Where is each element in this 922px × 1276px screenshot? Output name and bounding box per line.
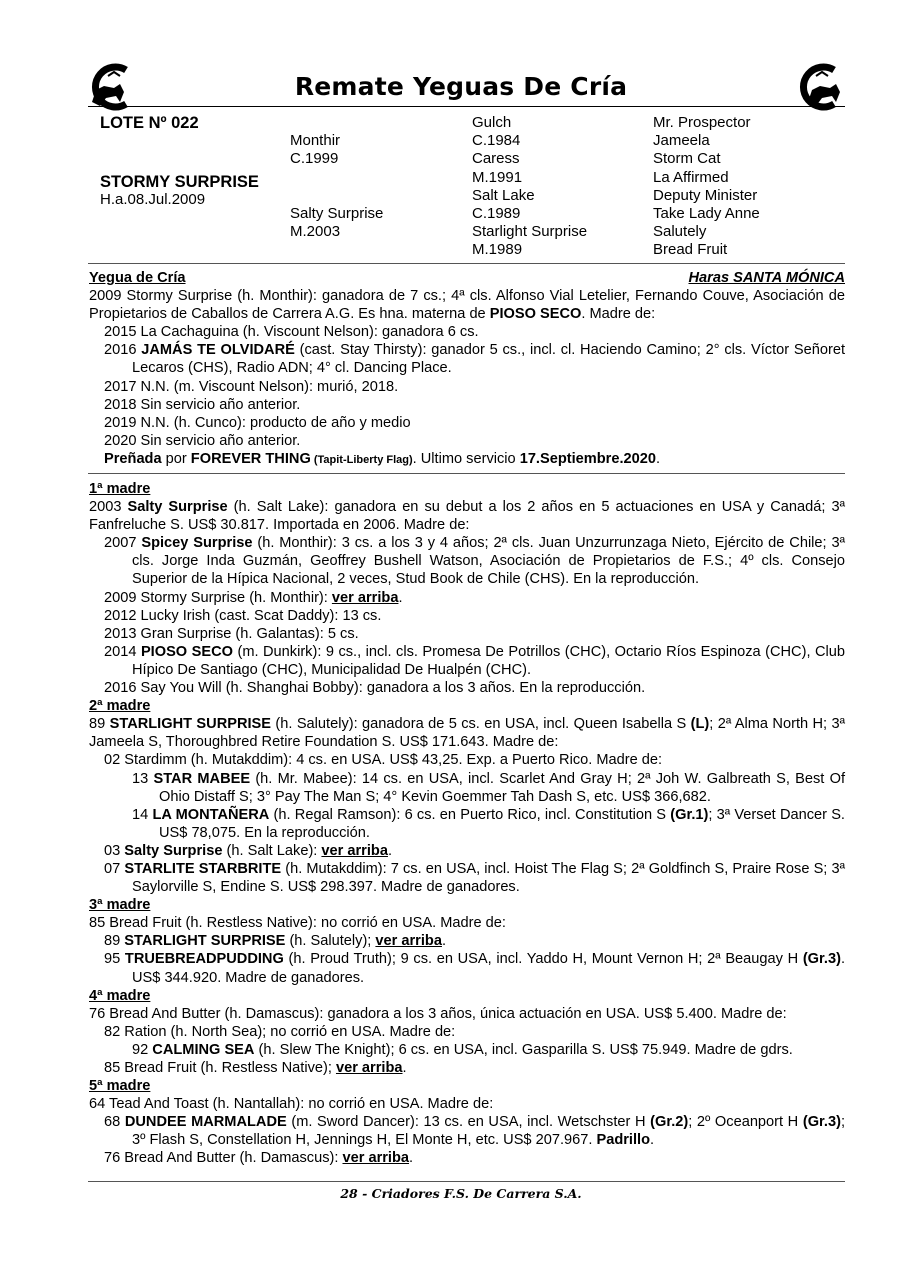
dam-3-title: 3ª madre [89, 897, 151, 914]
see-above-link: ver arriba [321, 842, 388, 859]
offspring-line: 03 Salty Surprise (h. Salt Lake): ver arriba. [104, 842, 393, 859]
offspring-line: 2016 JAMÁS TE OLVIDARÉ (cast. Stay Thirsty): ganador 5 cs., incl. cl. Haciendo Camino; 2° cls. Víctor Señoret Lecaros (CHS), Radio ADN; 4° cl. Dancing Place. [104, 342, 845, 377]
offspring-line: 2020 Sin servicio año anterior. [104, 432, 301, 449]
offspring-line: 2009 Stormy Surprise (h. Monthir): ver arriba. [104, 589, 403, 606]
offspring-line: 2017 N.N. (m. Viscount Nelson): murió, 2018. [104, 378, 399, 395]
offspring-line: 68 DUNDEE MARMALADE (m. Sword Dancer): 13 cs. en USA, incl. Wetschster H (Gr.2); 2º Oceanport H (Gr.3); 3º Flash S, Constellation H, Jennings H, El Monte H, etc. US$ 207.967. Padrillo. [104, 1114, 846, 1149]
broodmare-intro: 2009 Stormy Surprise (h. Monthir): ganadora de 7 cs.; 4ª cls. Alfonso Vial Letelier, Fernando Couve, Asociación de Propietarios de Caballos de Carrera A.G. Es hna. materna de PIOSO SECO. Madre de: [89, 288, 845, 323]
broodmare-section [89, 269, 845, 469]
sire-year: C.1999 [290, 150, 339, 168]
section-title: Yegua de Cría [89, 270, 186, 286]
see-above-link: ver arriba [331, 589, 399, 606]
pedigree-gen2: C.1989 [472, 204, 521, 222]
page-footer: 28 - Criadores F.S. De Carrera S.A. [340, 1186, 582, 1201]
offspring-line: 07 STARLITE STARBRITE (h. Mutakddim): 7 cs. en USA, incl. Hoist The Flag S; 2ª Goldfinch S, Praire Rose S; 3ª Saylorville S, Endine S. US$ 298.397. Madre de ganadores. [104, 860, 845, 896]
see-above-link: ver arriba [375, 933, 442, 950]
pedigree-gen3: Deputy Minister [653, 186, 758, 204]
offspring-line: 2018 Sin servicio año anterior. [104, 396, 301, 413]
offspring-line: 2019 N.N. (h. Cunco): producto de año y medio [104, 414, 411, 431]
dam-2-title: 2ª madre [89, 698, 151, 715]
offspring-line: 2007 Spicey Surprise (h. Monthir): 3 cs. a los 3 y 4 años; 2ª cls. Juan Unzurrunzaga Nieto, Ejército de Chile; 3ª cls. Jorge Inda Guzmán, Geoffrey Bushell Watson, Asociación de Propietarios de F.S.; 4º cls. Consejo Superior de la Hípica Nacional, 2 veces, Stud Book de Chile (CHS). En la reproducción. [104, 535, 845, 588]
pedigree-divider [88, 263, 845, 264]
offspring-line: 2016 Say You Will (h. Shanghai Bobby): ganadora a los 3 años. En la reproducción. [104, 680, 646, 697]
offspring-line: 95 TRUEBREADPUDDING (h. Proud Truth); 9 cs. en USA, incl. Yaddo H, Mount Vernon H; 2ª Beaugay H (Gr.3). US$ 344.920. Madre de ganadores. [104, 951, 845, 986]
section-divider [88, 473, 845, 474]
pedigree-gen2: M.1989 [472, 241, 523, 259]
pedigree-gen2: C.1984 [472, 132, 521, 150]
offspring-line: 2014 PIOSO SECO (m. Dunkirk): 9 cs., incl. cls. Promesa De Potrillos (CHC), Octario Ríos Espinoza (CHC), Club Hípico De Santiago (CHC), Municipalidad De Hualpén (CHC). [104, 643, 845, 678]
sire-name: Monthir [290, 132, 341, 150]
offspring-line: 2015 La Cachaguina (h. Viscount Nelson): ganadora 6 cs. [104, 324, 479, 341]
dam-2-intro: 89 STARLIGHT SURPRISE (h. Salutely): ganadora de 5 cs. en USA, incl. Queen Isabella S (L); 2ª Alma North H; 3ª Jameela S, Thoroughbred Retire Foundation S. US$ 171.643. Madre de: [89, 716, 845, 751]
pedigree-gen2: M.1991 [472, 168, 523, 186]
offspring-line: 13 STAR MABEE (h. Mr. Mabee): 14 cs. en USA, incl. Scarlet And Gray H; 2ª Joh W. Galbreath S, Best Of Ohio Distaff S; 3° Pay The Man S; 4° Kevin Goemmer Tah Dash S, etc. US$ 366,682. [132, 770, 845, 805]
pedigree-gen3: La Affirmed [653, 168, 729, 186]
offspring-line: 76 Bread And Butter (h. Damascus): ver arriba. [104, 1150, 414, 1167]
pedigree-table [88, 114, 845, 264]
offspring-line: 85 Bread Fruit (h. Restless Native); ver arriba. [104, 1060, 407, 1076]
pedigree-gen3: Salutely [653, 223, 707, 241]
pedigree-gen2: Gulch [472, 114, 512, 131]
footer-divider [88, 1181, 845, 1182]
dam-1-title: 1ª madre [89, 481, 151, 497]
dam-4-intro: 76 Bread And Butter (h. Damascus): ganadora a los 3 años, única actuación en USA. US$ 5.400. Madre de: [89, 1005, 787, 1022]
pedigree-gen3: Bread Fruit [653, 241, 728, 259]
dam-1-intro: 2003 Salty Surprise (h. Salt Lake): ganadora en su debut a los 2 años en 5 actuaciones en USA y Canadá; 3ª Fanfreluche S. US$ 30.817. Importada en 2006. Madre de: [89, 499, 845, 534]
offspring-line: 92 CALMING SEA (h. Slew The Knight); 6 cs. en USA, incl. Gasparilla S. US$ 75.949. Madre de gdrs. [132, 1041, 793, 1058]
offspring-line: 02 Stardimm (h. Mutakddim): 4 cs. en USA. US$ 43,25. Exp. a Puerto Rico. Madre de: [104, 752, 663, 769]
dam-5-intro: 64 Tead And Toast (h. Nantallah): no corrió en USA. Madre de: [89, 1096, 494, 1113]
horse-info: H.a.08.Jul.2009 [100, 190, 206, 208]
pedigree-gen2: Starlight Surprise [472, 223, 588, 241]
stud-farm-name: Haras SANTA MÓNICA [688, 270, 845, 286]
horse-name: STORMY SURPRISE [100, 172, 259, 191]
pedigree-gen2: Salt Lake [472, 186, 535, 204]
dam-3-intro: 85 Bread Fruit (h. Restless Native): no corrió en USA. Madre de: [89, 915, 506, 932]
title-divider [88, 106, 845, 107]
dam-name: Salty Surprise [290, 204, 384, 222]
pedigree-gen3: Jameela [653, 132, 710, 150]
lot-number: LOTE Nº 022 [100, 114, 199, 132]
dam-5-title: 5ª madre [89, 1078, 151, 1095]
pedigree-gen3: Mr. Prospector [653, 114, 751, 131]
pedigree-gen3: Storm Cat [653, 150, 721, 168]
dam-year: M.2003 [290, 223, 341, 241]
offspring-line: 2012 Lucky Irish (cast. Scat Daddy): 13 cs. [104, 607, 382, 624]
page-title: Remate Yeguas De Cría [294, 72, 628, 101]
see-above-link: ver arriba [335, 1060, 403, 1076]
offspring-line: 89 STARLIGHT SURPRISE (h. Salutely); ver arriba. [104, 933, 447, 950]
pregnancy-line: Preñada por FOREVER THING (Tapit-Liberty Flag). Ultimo servicio 17.Septiembre.2020. [104, 450, 661, 467]
pedigree-gen3: Take Lady Anne [653, 204, 760, 222]
offspring-line: 2013 Gran Surprise (h. Galantas): 5 cs. [104, 625, 359, 642]
offspring-line: 14 LA MONTAÑERA (h. Regal Ramson): 6 cs. en Puerto Rico, incl. Constitution S (Gr.1); 3ª Verset Dancer S. US$ 78,075. En la reproducción. [132, 806, 845, 841]
family-section [89, 480, 845, 1168]
offspring-line: 82 Ration (h. North Sea); no corrió en USA. Madre de: [104, 1023, 456, 1040]
dam-4-title: 4ª madre [89, 987, 151, 1004]
see-above-link: ver arriba [342, 1150, 410, 1167]
pedigree-gen2: Caress [472, 150, 520, 168]
